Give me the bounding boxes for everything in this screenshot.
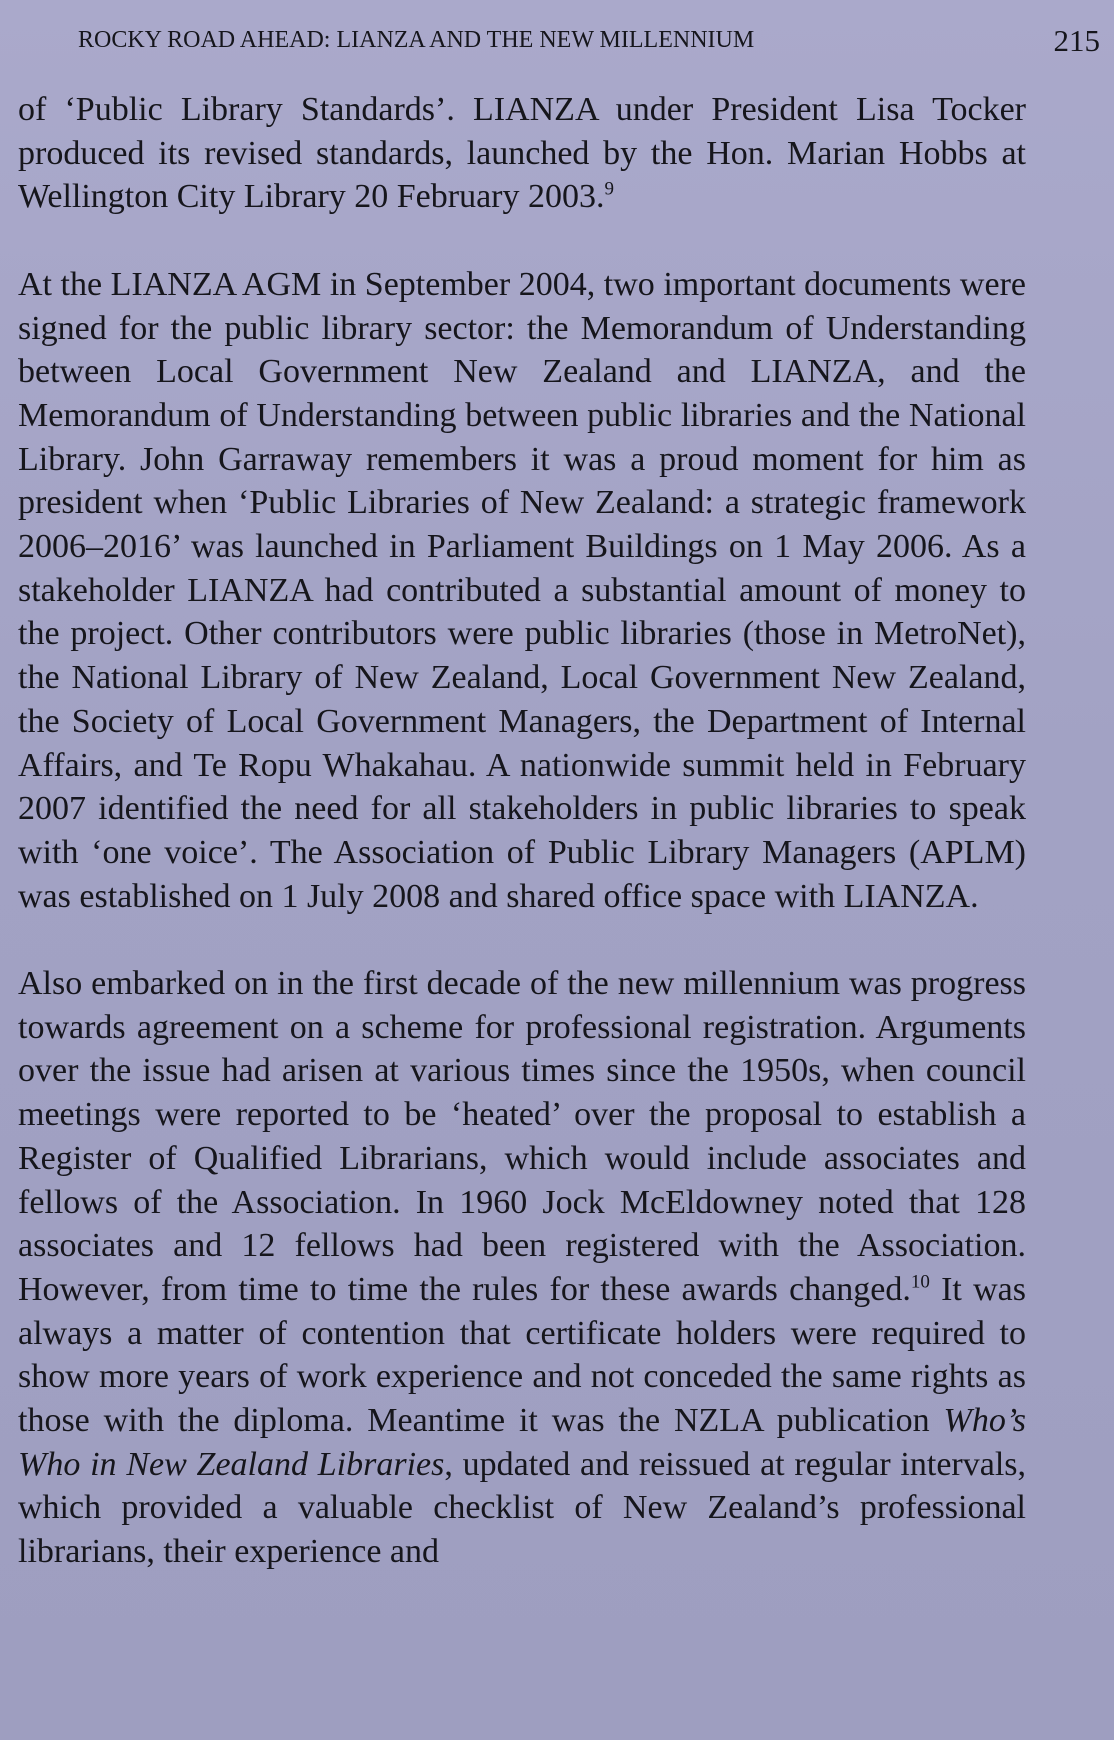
paragraph-standards	[18, 88, 1026, 219]
paragraph-text: of ‘Public Library Standards’. LIANZA under President Lisa Tocker produced its revised standards, launched by the Hon. Marian Hobbs at Wellington City Library 20 February 2003.	[18, 91, 1026, 216]
publication-title: Who’s Who in New Zealand Libraries	[18, 1402, 1026, 1483]
paragraph-agm-2004	[18, 263, 1026, 919]
footnote-marker: 9	[604, 179, 614, 201]
body-text	[18, 88, 1026, 1574]
paragraph-text: It was always a matter of contention that certificate holders were required to show more years of work experience and not conceded the same rights as those with the diploma. Meantime it was the NZLA publication	[18, 1270, 1026, 1440]
paragraph-text: Also embarked on in the first decade of the new millennium was progress towards agreement on a scheme for professional registration. Arguments over the issue had arisen at various times since the 1950s, when council meetings were reported to be ‘heated’ over the proposal to establish a Register of Qualified Librarians, which would include associates and fellows of the Association. In 1960 Jock McEldowney noted that 128 associates and 12 fellows had been registered with the Association. However, from time to time the rules for these awards changed.	[18, 965, 1026, 1308]
page-number: 215	[1053, 23, 1100, 58]
paragraph-text: At the LIANZA AGM in September 2004, two important documents were signed for the public library sector: the Memorandum of Understanding between Local Government New Zealand and LIANZA, and the Memorandum of Understanding between public libraries and the National Library. John Garraway remembers it was a proud moment for him as president when ‘Public Libraries of New Zealand: a strategic framework 2006–2016’ was launched in Parliament Buildings on 1 May 2006. As a stakeholder LIANZA had contributed a substantial amount of money to the project. Other contributors were public libraries (those in MetroNet), the National Library of New Zealand, Local Government New Zealand, the Society of Local Government Managers, the Department of Internal Affairs, and Te Ropu Whakahau. A nationwide summit held in February 2007 identified the need for all stakeholders in public libraries to speak with ‘one voice’. The Association of Public Library Managers (APLM) was established on 1 July 2008 and shared office space with LIANZA.	[18, 265, 1026, 915]
footnote-marker: 10	[910, 1271, 930, 1293]
running-head: ROCKY ROAD AHEAD: LIANZA AND THE NEW MILLENNIUM	[78, 27, 755, 53]
paragraph-registration	[18, 962, 1026, 1574]
paragraph-text: , updated and reissued at regular intervals, which provided a valuable checklist of New Zealand’s professional librarians, their experience and	[18, 1445, 1026, 1571]
